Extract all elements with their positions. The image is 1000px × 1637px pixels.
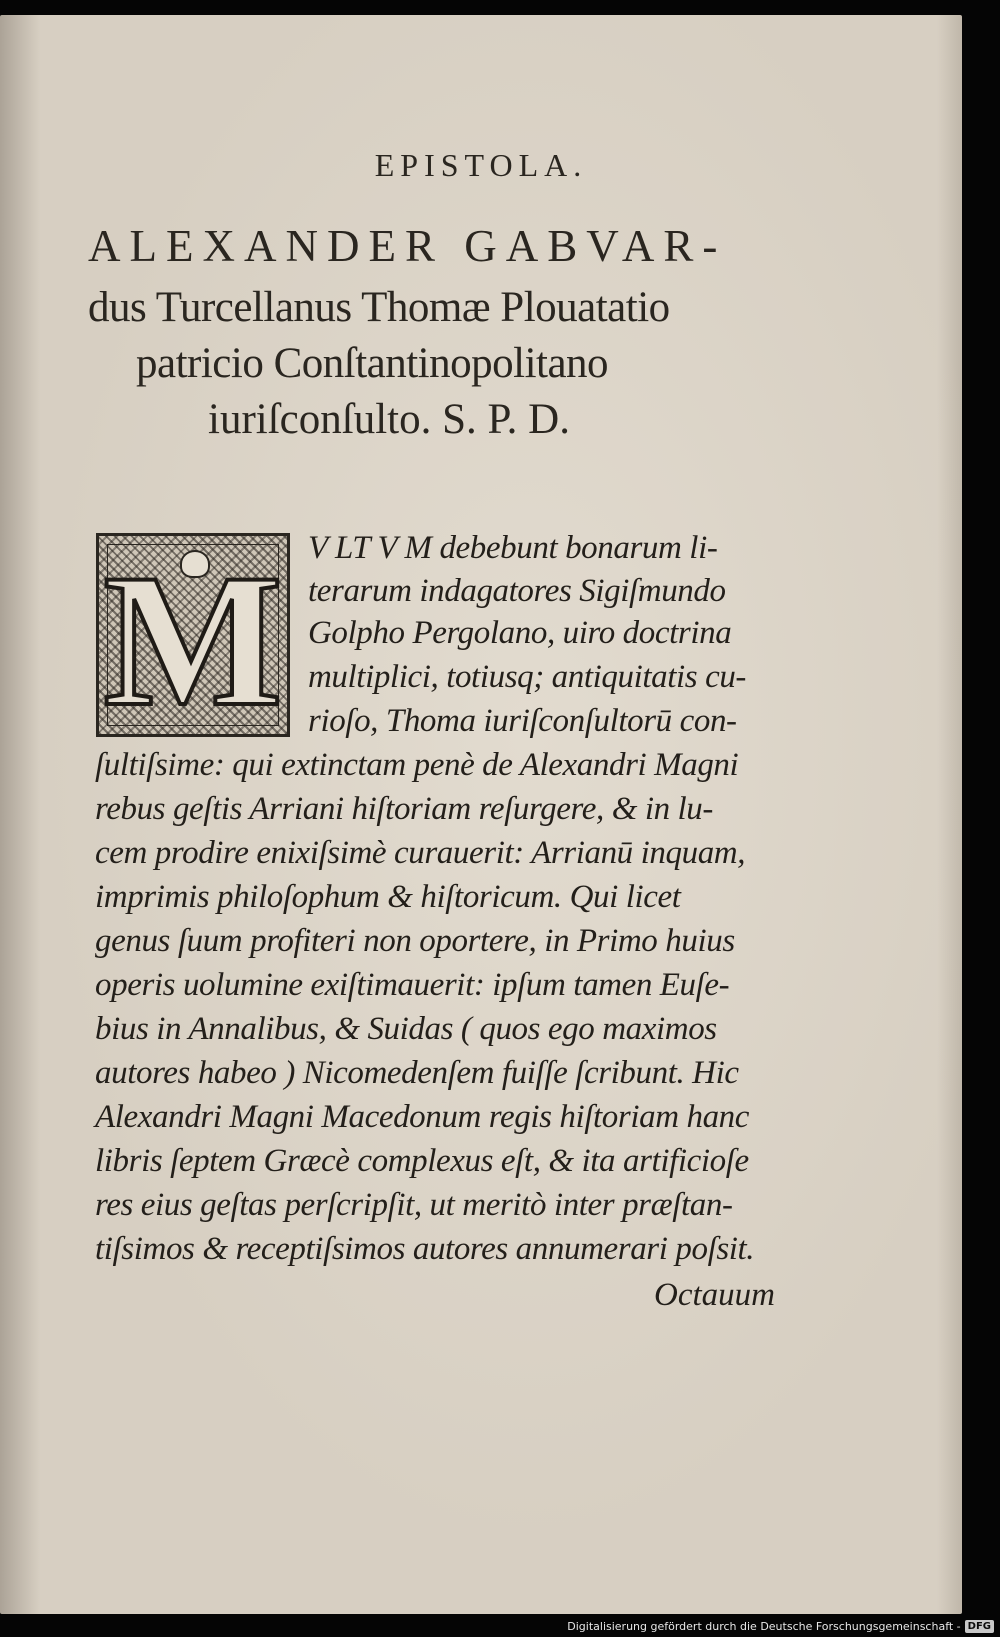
body-line: imprimis philoſophum & hiſtoricum. Qui licet bbox=[95, 879, 681, 915]
body-line: cem prodire enixiſsimè curauerit: Arrianū inquam, bbox=[95, 835, 746, 871]
body-line: autores habeo ) Nicomedenſem fuiſſe ſcribunt. Hic bbox=[95, 1055, 739, 1091]
dfg-logo-icon: DFG bbox=[965, 1620, 994, 1633]
title-line-4: iuriſconſulto. S. P. D. bbox=[208, 396, 570, 443]
body-line: rioſo, Thoma iuriſconſultorū con- bbox=[308, 703, 737, 739]
digitization-footer bbox=[567, 1618, 994, 1634]
initial-letter: M bbox=[103, 536, 283, 737]
decorated-initial bbox=[96, 533, 290, 737]
body-line: tiſsimos & receptiſsimos autores annumerari poſsit. bbox=[95, 1231, 755, 1267]
body-line: terarum indagatores Sigiſmundo bbox=[308, 573, 726, 609]
body-line: genus ſuum profiteri non oportere, in Primo huius bbox=[95, 923, 735, 959]
title-line-2: dus Turcellanus Thomæ Plouatatio bbox=[88, 284, 670, 331]
running-title: EPISTOLA. bbox=[374, 147, 588, 183]
body-line: operis uolumine exiſtimauerit: ipſum tamen Euſe- bbox=[95, 967, 730, 1003]
title-line-1: ALEXANDER GABVAR- bbox=[88, 221, 727, 271]
body-line: bius in Annalibus, & Suidas ( quos ego maximos bbox=[95, 1011, 717, 1047]
body-line: Golpho Pergolano, uiro doctrina bbox=[308, 615, 732, 651]
catchword: Octauum bbox=[654, 1277, 775, 1313]
body-line: res eius geſtas perſcripſit, ut meritò inter præſtan- bbox=[95, 1187, 733, 1223]
body-line: V LT V M debebunt bonarum li- bbox=[308, 530, 718, 566]
body-line: rebus geſtis Arriani hiſtoriam reſurgere, & in lu- bbox=[95, 791, 713, 827]
body-line: Alexandri Magni Macedonum regis hiſtoriam hanc bbox=[95, 1099, 750, 1135]
book-page bbox=[0, 15, 962, 1614]
body-line: multiplici, totiusq; antiquitatis cu- bbox=[308, 659, 747, 695]
body-line: ſultiſsime: qui extinctam penè de Alexandri Magni bbox=[95, 747, 739, 783]
body-line: libris ſeptem Græcè complexus eſt, & ita artificioſe bbox=[95, 1143, 749, 1179]
title-line-3: patricio Conſtantinopolitano bbox=[136, 340, 609, 387]
funding-credit: Digitalisierung gefördert durch die Deutsche Forschungsgemeinschaft - bbox=[567, 1619, 961, 1633]
